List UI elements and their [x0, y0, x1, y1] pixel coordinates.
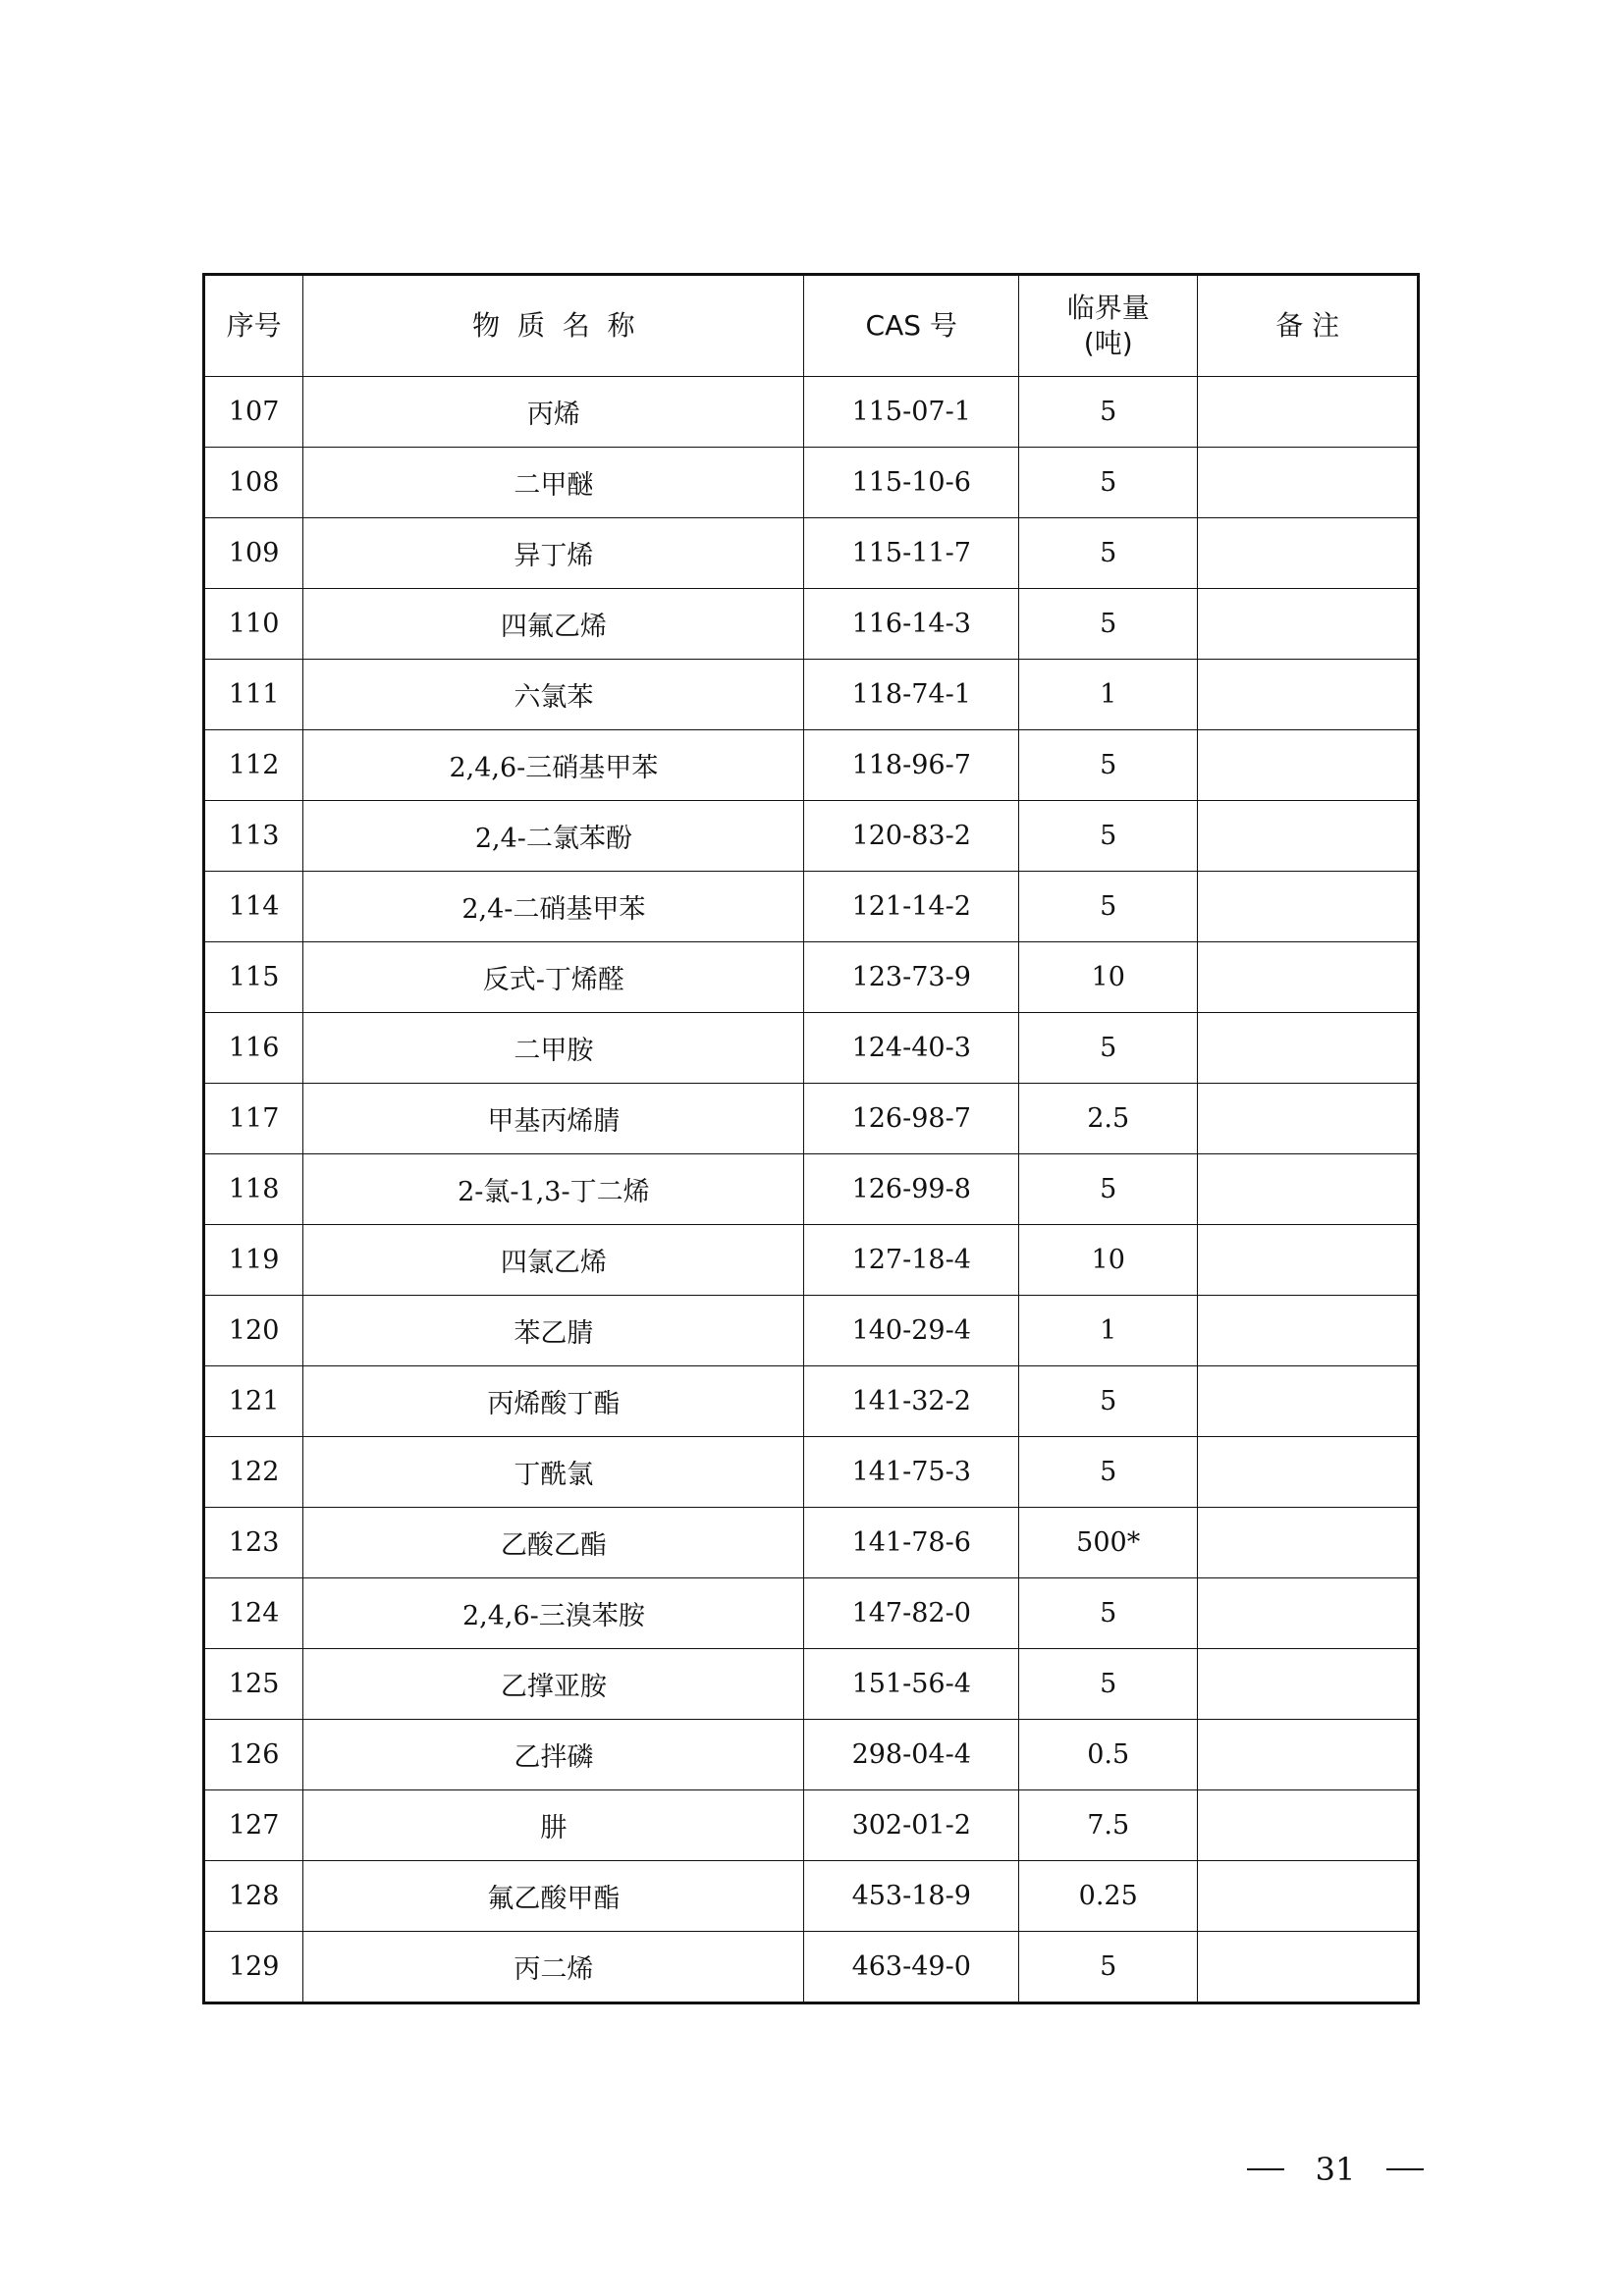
cell-remark [1198, 589, 1419, 660]
cell-seq: 111 [204, 660, 303, 730]
cell-substance-name: 2,4,6-三溴苯胺 [303, 1578, 804, 1649]
cell-cas-number: 151-56-4 [804, 1649, 1019, 1720]
cell-critical-quantity: 2.5 [1018, 1084, 1197, 1154]
cell-critical-quantity: 5 [1018, 730, 1197, 801]
cell-remark [1198, 730, 1419, 801]
cell-cas-number: 463-49-0 [804, 1932, 1019, 2003]
header-critical-quantity-unit: (吨) [1083, 327, 1133, 359]
cell-seq: 125 [204, 1649, 303, 1720]
cell-critical-quantity: 0.5 [1018, 1720, 1197, 1790]
cell-remark [1198, 1084, 1419, 1154]
cell-cas-number: 118-96-7 [804, 730, 1019, 801]
cell-cas-number: 115-11-7 [804, 518, 1019, 589]
cell-cas-number: 121-14-2 [804, 872, 1019, 942]
header-row [204, 275, 1419, 377]
header-critical-quantity-label: 临界量 [1066, 292, 1150, 324]
cell-critical-quantity: 5 [1018, 1013, 1197, 1084]
cell-substance-name: 2-氯-1,3-丁二烯 [303, 1154, 804, 1225]
cell-critical-quantity: 7.5 [1018, 1790, 1197, 1861]
cell-substance-name: 四氟乙烯 [303, 589, 804, 660]
footer-dash-right [1386, 2168, 1424, 2170]
cell-substance-name: 甲基丙烯腈 [303, 1084, 804, 1154]
table-row [204, 589, 1419, 660]
header-substance-name: 物 质 名 称 [303, 275, 804, 377]
cell-seq: 129 [204, 1932, 303, 2003]
cell-remark [1198, 1508, 1419, 1578]
cell-remark [1198, 1013, 1419, 1084]
cell-substance-name: 异丁烯 [303, 518, 804, 589]
cell-seq: 126 [204, 1720, 303, 1790]
header-cas-number: CAS 号 [804, 275, 1019, 377]
cell-substance-name: 乙拌磷 [303, 1720, 804, 1790]
cell-seq: 122 [204, 1437, 303, 1508]
table-row [204, 1225, 1419, 1296]
cell-critical-quantity: 5 [1018, 1437, 1197, 1508]
table-row [204, 1861, 1419, 1932]
cell-critical-quantity: 5 [1018, 1649, 1197, 1720]
table-row [204, 660, 1419, 730]
table-row [204, 1013, 1419, 1084]
cell-remark [1198, 1296, 1419, 1366]
cell-substance-name: 二甲胺 [303, 1013, 804, 1084]
cell-cas-number: 140-29-4 [804, 1296, 1019, 1366]
cell-seq: 115 [204, 942, 303, 1013]
cell-cas-number: 126-99-8 [804, 1154, 1019, 1225]
cell-remark [1198, 1225, 1419, 1296]
cell-substance-name: 2,4-二硝基甲苯 [303, 872, 804, 942]
cell-seq: 113 [204, 801, 303, 872]
cell-substance-name: 丁酰氯 [303, 1437, 804, 1508]
cell-remark [1198, 1366, 1419, 1437]
cell-seq: 121 [204, 1366, 303, 1437]
cell-remark [1198, 872, 1419, 942]
cell-remark [1198, 1790, 1419, 1861]
cell-critical-quantity: 5 [1018, 518, 1197, 589]
cell-cas-number: 116-14-3 [804, 589, 1019, 660]
cell-remark [1198, 942, 1419, 1013]
table-row [204, 1720, 1419, 1790]
cell-remark [1198, 1649, 1419, 1720]
cell-cas-number: 141-78-6 [804, 1508, 1019, 1578]
cell-seq: 116 [204, 1013, 303, 1084]
critical-quantity-table [202, 273, 1420, 2004]
table-row [204, 1084, 1419, 1154]
cell-seq: 128 [204, 1861, 303, 1932]
table-row [204, 872, 1419, 942]
cell-seq: 119 [204, 1225, 303, 1296]
cell-seq: 123 [204, 1508, 303, 1578]
cell-substance-name: 肼 [303, 1790, 804, 1861]
page-footer [1247, 2150, 1424, 2189]
cell-remark [1198, 377, 1419, 448]
cell-remark [1198, 1861, 1419, 1932]
cell-remark [1198, 1154, 1419, 1225]
cell-seq: 108 [204, 448, 303, 518]
cell-seq: 109 [204, 518, 303, 589]
cell-seq: 110 [204, 589, 303, 660]
table-row [204, 730, 1419, 801]
cell-critical-quantity: 10 [1018, 1225, 1197, 1296]
table-row [204, 518, 1419, 589]
cell-cas-number: 124-40-3 [804, 1013, 1019, 1084]
cell-critical-quantity: 500* [1018, 1508, 1197, 1578]
cell-critical-quantity: 5 [1018, 377, 1197, 448]
cell-substance-name: 丙二烯 [303, 1932, 804, 2003]
table-header [204, 275, 1419, 377]
table-row [204, 1578, 1419, 1649]
header-critical-quantity [1018, 275, 1197, 377]
cell-remark [1198, 660, 1419, 730]
cell-remark [1198, 518, 1419, 589]
cell-seq: 107 [204, 377, 303, 448]
cell-seq: 124 [204, 1578, 303, 1649]
cell-cas-number: 298-04-4 [804, 1720, 1019, 1790]
cell-cas-number: 453-18-9 [804, 1861, 1019, 1932]
table-row [204, 1437, 1419, 1508]
cell-cas-number: 127-18-4 [804, 1225, 1019, 1296]
cell-critical-quantity: 1 [1018, 660, 1197, 730]
cell-critical-quantity: 1 [1018, 1296, 1197, 1366]
cell-cas-number: 147-82-0 [804, 1578, 1019, 1649]
cell-substance-name: 丙烯 [303, 377, 804, 448]
cell-cas-number: 115-07-1 [804, 377, 1019, 448]
cell-critical-quantity: 0.25 [1018, 1861, 1197, 1932]
header-remark: 备 注 [1198, 275, 1419, 377]
cell-seq: 120 [204, 1296, 303, 1366]
cell-remark [1198, 1932, 1419, 2003]
cell-substance-name: 苯乙腈 [303, 1296, 804, 1366]
cell-seq: 117 [204, 1084, 303, 1154]
cell-critical-quantity: 5 [1018, 1932, 1197, 2003]
cell-cas-number: 141-75-3 [804, 1437, 1019, 1508]
cell-remark [1198, 1720, 1419, 1790]
cell-substance-name: 反式-丁烯醛 [303, 942, 804, 1013]
cell-seq: 118 [204, 1154, 303, 1225]
cell-critical-quantity: 5 [1018, 1154, 1197, 1225]
table-row [204, 377, 1419, 448]
cell-substance-name: 氟乙酸甲酯 [303, 1861, 804, 1932]
table-row [204, 1154, 1419, 1225]
cell-substance-name: 乙撑亚胺 [303, 1649, 804, 1720]
table-row [204, 1366, 1419, 1437]
table-row [204, 1790, 1419, 1861]
table-row [204, 801, 1419, 872]
cell-critical-quantity: 5 [1018, 1366, 1197, 1437]
table-row [204, 1932, 1419, 2003]
cell-critical-quantity: 5 [1018, 872, 1197, 942]
cell-seq: 127 [204, 1790, 303, 1861]
cell-critical-quantity: 10 [1018, 942, 1197, 1013]
header-seq: 序号 [204, 275, 303, 377]
cell-critical-quantity: 5 [1018, 589, 1197, 660]
table-row [204, 1508, 1419, 1578]
table-row [204, 1649, 1419, 1720]
cell-critical-quantity: 5 [1018, 801, 1197, 872]
cell-cas-number: 120-83-2 [804, 801, 1019, 872]
cell-seq: 112 [204, 730, 303, 801]
cell-seq: 114 [204, 872, 303, 942]
cell-critical-quantity: 5 [1018, 448, 1197, 518]
table-row [204, 942, 1419, 1013]
table-body [204, 377, 1419, 2003]
table-row [204, 1296, 1419, 1366]
cell-substance-name: 乙酸乙酯 [303, 1508, 804, 1578]
cell-cas-number: 141-32-2 [804, 1366, 1019, 1437]
cell-substance-name: 四氯乙烯 [303, 1225, 804, 1296]
cell-cas-number: 126-98-7 [804, 1084, 1019, 1154]
footer-dash-left [1247, 2168, 1284, 2170]
cell-remark [1198, 801, 1419, 872]
cell-cas-number: 115-10-6 [804, 448, 1019, 518]
page-number: 31 [1315, 2151, 1356, 2188]
cell-cas-number: 118-74-1 [804, 660, 1019, 730]
cell-substance-name: 丙烯酸丁酯 [303, 1366, 804, 1437]
cell-substance-name: 六氯苯 [303, 660, 804, 730]
cell-substance-name: 2,4,6-三硝基甲苯 [303, 730, 804, 801]
cell-substance-name: 二甲醚 [303, 448, 804, 518]
cell-cas-number: 123-73-9 [804, 942, 1019, 1013]
cell-cas-number: 302-01-2 [804, 1790, 1019, 1861]
cell-remark [1198, 1578, 1419, 1649]
table-row [204, 448, 1419, 518]
cell-substance-name: 2,4-二氯苯酚 [303, 801, 804, 872]
cell-remark [1198, 1437, 1419, 1508]
cell-remark [1198, 448, 1419, 518]
cell-critical-quantity: 5 [1018, 1578, 1197, 1649]
